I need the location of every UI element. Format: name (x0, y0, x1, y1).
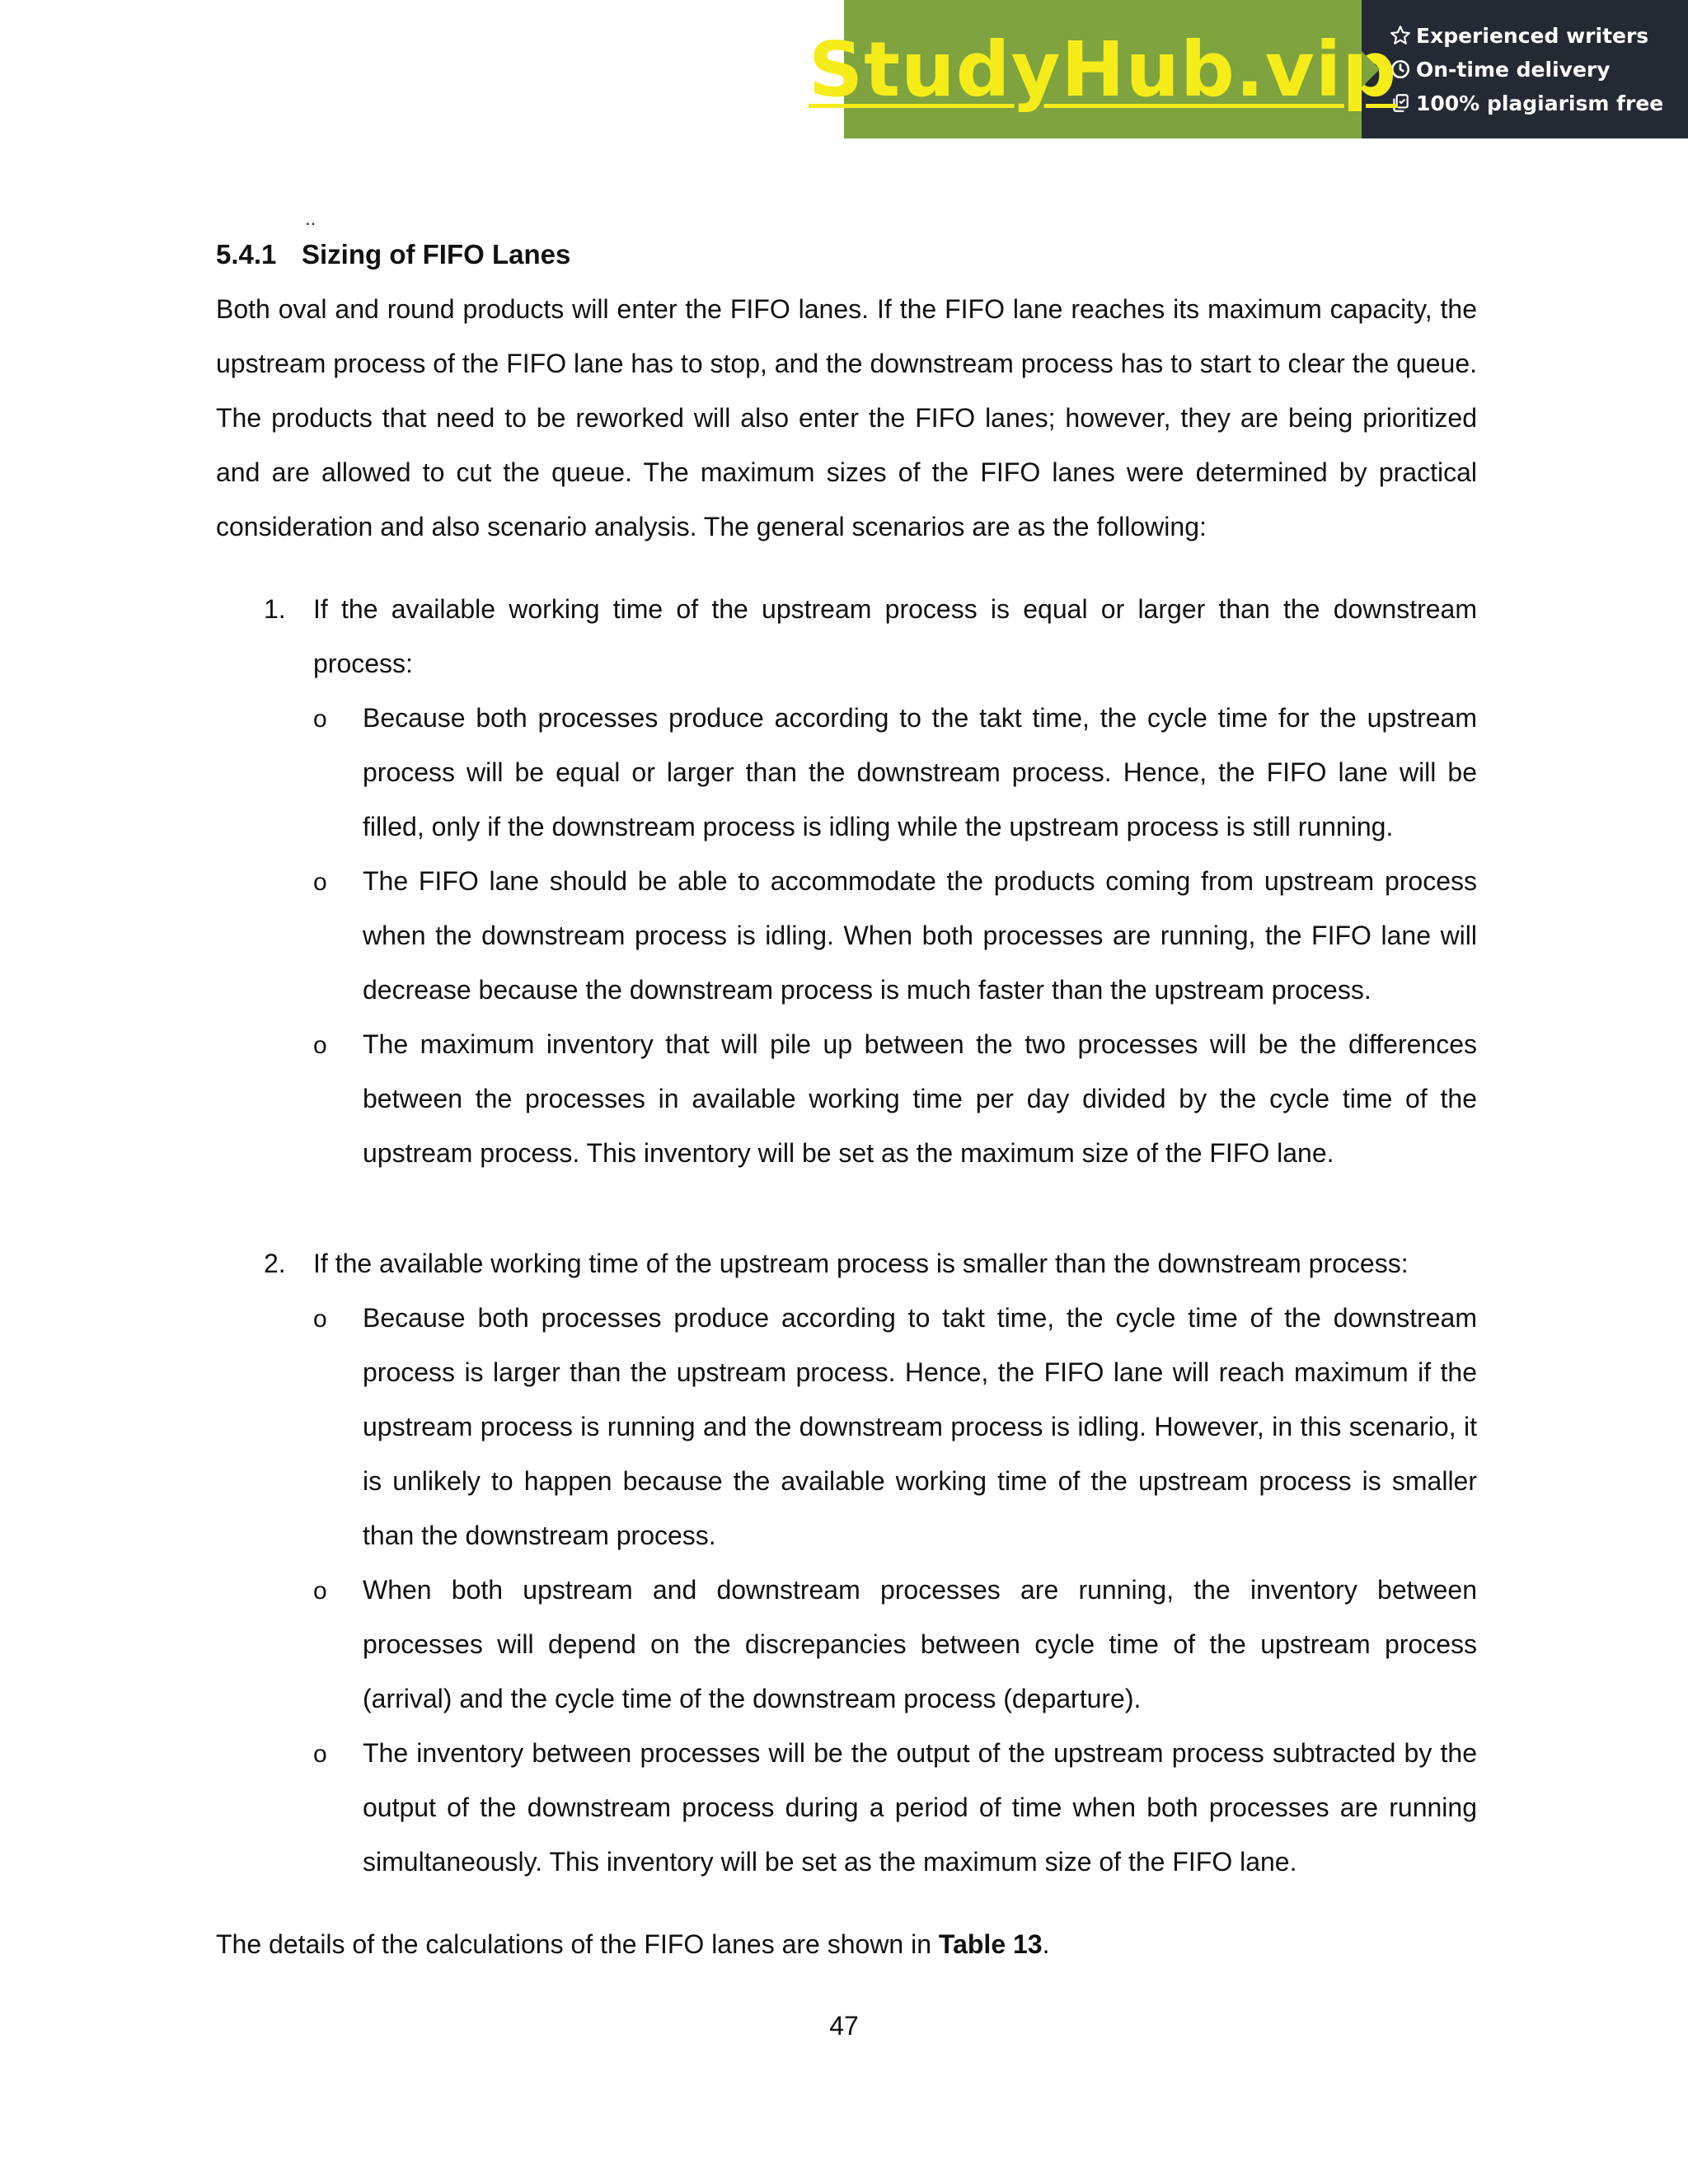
stray-mark: .. (305, 208, 316, 230)
table-reference: Table 13 (938, 1929, 1043, 1959)
bullet-circle: o (313, 1032, 327, 1059)
list-item (216, 582, 1477, 691)
item-number: 1. (264, 594, 286, 624)
closing-text: The details of the calculations of the FIFO lanes are shown in (216, 1929, 939, 1959)
sub-item (216, 1726, 1477, 1889)
sub-item-text: Because both processes produce according to the takt time, the cycle time for the upstream process will be equal or larger than the downstream process. Hence, the FIFO lane will be filled, only if the downstream process is idling while the upstream process is still running. (363, 703, 1477, 841)
bullet-circle: o (313, 1305, 327, 1333)
bullet-circle: o (313, 869, 327, 896)
feature-text: Experienced writers (1416, 23, 1649, 48)
sub-item (216, 1563, 1477, 1726)
sub-item (216, 1291, 1477, 1563)
sub-item-text: Because both processes produce according to takt time, the cycle time of the downstream process is larger than the upstream process. Hence, the FIFO lane will reach maximum if the upstream process is running and the downstream process is idling. However, in this scenario, it is unlikely to happen because the available working time of the upstream process is smaller than the downstream process. (363, 1303, 1477, 1550)
scenario-2 (216, 1236, 1477, 1889)
section-number: 5.4.1 (216, 239, 277, 269)
feature-experienced-writers (1390, 19, 1688, 53)
item-number: 2. (264, 1249, 286, 1278)
feature-plagiarism-free (1390, 87, 1688, 120)
feature-text: 100% plagiarism free (1416, 91, 1664, 115)
intro-paragraph: Both oval and round products will enter the FIFO lanes. If the FIFO lane reaches its maximum capacity, the upstream process of the FIFO lane has to stop, and the downstream process has to start to clear the queue. The products that need to be reworked will also enter the FIFO lanes; however, they are being prioritized and are allowed to cut the queue. The maximum sizes of the FIFO lanes were determined by practical consideration and also scenario analysis. The general scenarios are as the following: (216, 294, 1477, 541)
closing-period: . (1042, 1929, 1050, 1959)
sub-item-text: The FIFO lane should be able to accommodate the products coming from upstream process when the downstream process is idling. When both processes are running, the FIFO lane will decrease because the downstream process is much faster than the upstream process. (363, 866, 1477, 1005)
feature-panel (1362, 0, 1688, 138)
item-text: If the available working time of the upstream process is equal or larger than the downstream process: (313, 594, 1477, 678)
sub-item-text: When both upstream and downstream processes are running, the inventory between processes will depend on the discrepancies between cycle time of the upstream process (arrival) and the cycle time of the downstream process (departure). (363, 1575, 1477, 1713)
brand-panel[interactable] (808, 0, 1398, 138)
bullet-circle: o (313, 705, 327, 733)
feature-on-time-delivery (1390, 53, 1688, 87)
ad-banner[interactable] (808, 0, 1688, 138)
sub-item-text: The inventory between processes will be the output of the upstream process subtracted by the output of the downstream process during a period of time when both processes are running simultaneously. This inventory will be set as the maximum size of the FIFO lane. (363, 1738, 1477, 1877)
section-heading (216, 239, 570, 270)
bullet-circle: o (313, 1577, 327, 1605)
feature-text: On-time delivery (1416, 57, 1611, 82)
bullet-circle: o (313, 1741, 327, 1768)
sub-item-text: The maximum inventory that will pile up between the two processes will be the differences between the processes in available working time per day divided by the cycle time of the upstream process. This inventory will be set as the maximum size of the FIFO lane. (363, 1029, 1477, 1168)
brand-logo[interactable]: StudyHub.vip (808, 25, 1398, 114)
list-item (216, 1236, 1477, 1291)
item-text: If the available working time of the upstream process is smaller than the downstream process: (313, 1249, 1409, 1278)
sub-item (216, 854, 1477, 1017)
section-title: Sizing of FIFO Lanes (302, 239, 571, 269)
closing-paragraph (216, 1917, 1477, 1971)
page-number: 47 (829, 2011, 859, 2041)
sub-item (216, 691, 1477, 854)
scenario-1 (216, 582, 1477, 1180)
sub-item (216, 1017, 1477, 1180)
